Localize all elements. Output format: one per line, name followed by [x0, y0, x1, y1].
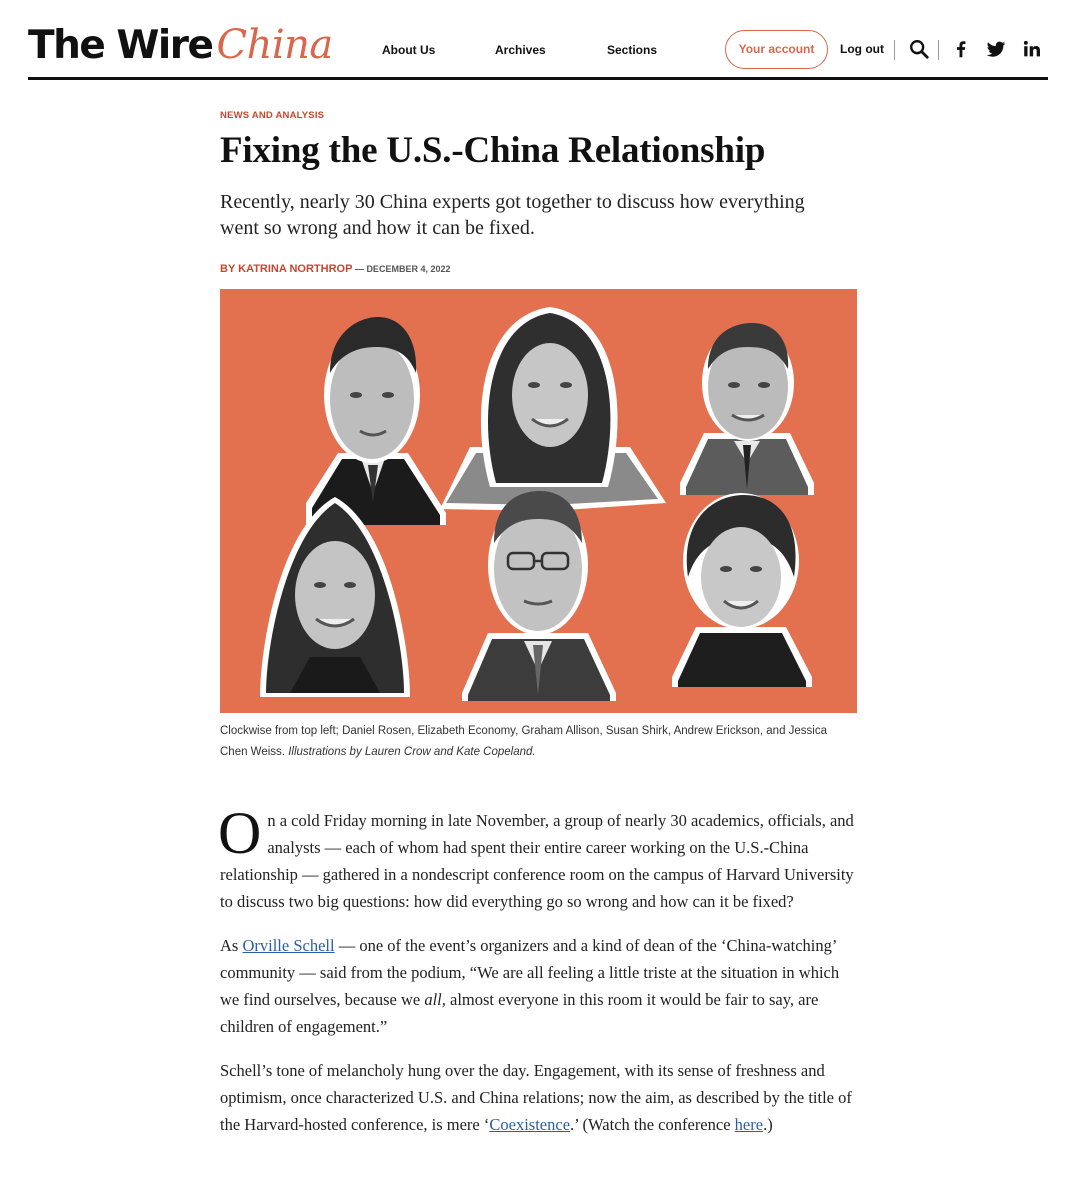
nav-about-us[interactable]: About Us: [382, 43, 436, 57]
logo-primary: The Wire: [28, 23, 213, 68]
divider: [938, 40, 939, 60]
paragraph-1-text: n a cold Friday morning in late November, a group of nearly 30 academics, officials, and analysts — each of whom had spent their entire career working on the U.S.-China relationship — gathered in a nondescript conference room on the campus of Harvard University to discuss two big questions: how did everything go so wrong and how can it be fixed?: [220, 811, 854, 911]
portrait-susan-shirk: [666, 481, 816, 687]
nav-sections[interactable]: Sections: [607, 43, 658, 57]
image-caption: [220, 721, 850, 763]
paragraph-3: [220, 1057, 860, 1138]
paragraph-2-text: — one of the event’s organizers and a kind of dean of the ‘China-watching’ community — said from the podium, “We are all feeling a little triste at the situation in which we find ourselves, because we: [220, 936, 840, 1009]
linkedin-icon[interactable]: [1021, 38, 1043, 60]
log-out-link[interactable]: Log out: [840, 42, 884, 56]
site-logo[interactable]: [28, 22, 333, 68]
emphasis: all,: [424, 990, 446, 1009]
article: [220, 110, 860, 1138]
portrait-jessica-chen-weiss: [250, 487, 420, 705]
paragraph-3-text: .’ (Watch the conference: [570, 1115, 735, 1134]
hero-illustration: [220, 289, 857, 713]
site-header: [28, 0, 1048, 80]
article-kicker[interactable]: NEWS AND ANALYSIS: [220, 110, 325, 121]
portrait-andrew-erickson: [458, 473, 618, 701]
caption-credit: Illustrations by Lauren Crow and Kate Copeland.: [288, 746, 536, 758]
nav-archives[interactable]: Archives: [495, 43, 546, 57]
paragraph-3-text: .): [763, 1115, 773, 1134]
search-icon[interactable]: [908, 38, 930, 60]
your-account-button[interactable]: Your account: [725, 30, 828, 69]
article-title: Fixing the U.S.-China Relationship: [220, 130, 766, 171]
paragraph-2-text: As: [220, 936, 243, 955]
date-separator: —: [352, 264, 367, 274]
paragraph-2-text: almost everyone in this room it would be fair to say, are children of engagement.”: [220, 990, 819, 1036]
watch-here-link[interactable]: here: [734, 1115, 764, 1134]
logo-accent: China: [216, 22, 333, 68]
caption-text: Clockwise from top left; Daniel Rosen, Elizabeth Economy, Graham Allison, Susan Shirk, Andrew Erickson, and Jessica Chen Weiss.: [220, 725, 828, 758]
coexistence-link[interactable]: Coexistence: [489, 1115, 571, 1134]
drop-cap: O: [218, 800, 262, 866]
paragraph-3-text: Schell’s tone of melancholy hung over the day. Engagement, with its sense of freshness and optimism, once characterized U.S. and China relations; now the aim, as described by the title of the Harvard-hosted conference, is mere ‘: [220, 1061, 852, 1134]
publish-date: DECEMBER 4, 2022: [366, 264, 451, 274]
paragraph-1: [218, 800, 860, 915]
article-byline: [220, 263, 860, 275]
portrait-graham-allison: [678, 313, 816, 495]
article-dek: Recently, nearly 30 China experts got together to discuss how everything went so wrong and how it can be fixed.: [220, 191, 805, 239]
author-link[interactable]: BY KATRINA NORTHROP: [220, 263, 353, 275]
facebook-icon[interactable]: [950, 38, 972, 60]
orville-schell-link[interactable]: Orville Schell: [242, 936, 335, 955]
paragraph-2: [220, 932, 860, 1040]
divider: [894, 40, 895, 60]
twitter-icon[interactable]: [985, 38, 1007, 60]
